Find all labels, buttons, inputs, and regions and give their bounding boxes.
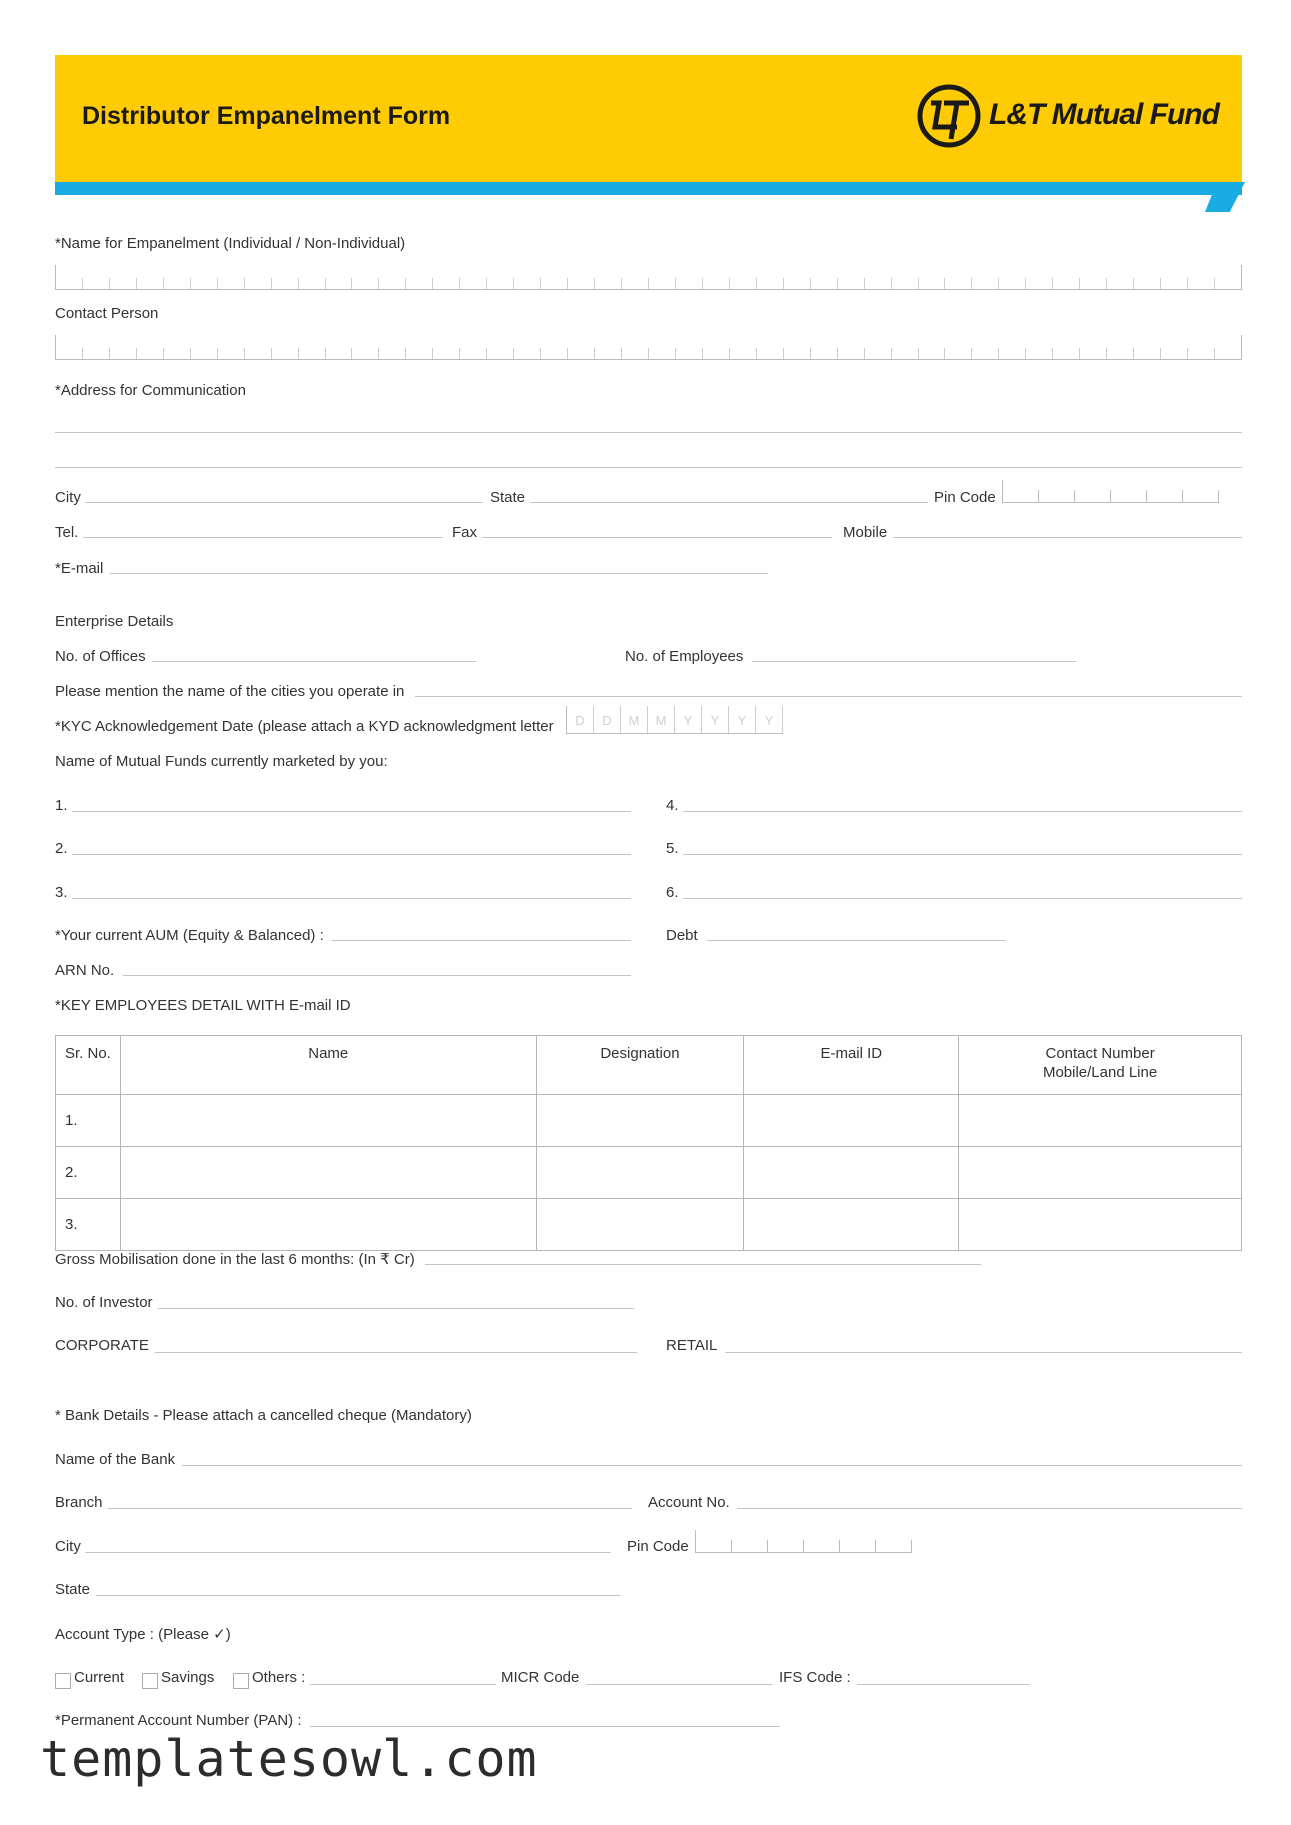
email-line[interactable] (110, 573, 768, 574)
bank-city-line[interactable] (85, 1552, 611, 1553)
fund-line-1[interactable] (72, 811, 631, 812)
savings-checkbox[interactable] (142, 1673, 158, 1689)
fund-line-4[interactable] (683, 811, 1242, 812)
date-box: D (567, 706, 594, 733)
table-header-name: Name (120, 1036, 536, 1095)
arn-line[interactable] (123, 975, 631, 976)
fund-number: 6. (666, 884, 679, 901)
debt-label: Debt (666, 927, 698, 944)
kyc-date-boxes[interactable] (566, 706, 783, 734)
state-line[interactable] (530, 502, 928, 503)
bank-name-label: Name of the Bank (55, 1451, 176, 1468)
state-label: State (490, 489, 526, 506)
name-empanelment-boxes[interactable] (55, 265, 1242, 290)
date-box: Y (702, 706, 729, 733)
name-cell[interactable] (120, 1199, 536, 1251)
micr-label: MICR Code (501, 1669, 580, 1686)
date-box: M (621, 706, 648, 733)
contact-cell[interactable] (959, 1199, 1242, 1251)
contact-number-header: Contact Number (1045, 1045, 1155, 1062)
offices-line[interactable] (152, 661, 476, 662)
branch-label: Branch (55, 1494, 103, 1511)
city-line[interactable] (85, 502, 483, 503)
lt-logo (917, 83, 1217, 153)
micr-line[interactable] (586, 1684, 772, 1685)
fund-number: 2. (55, 840, 68, 857)
employees-label: No. of Employees (625, 648, 744, 665)
table-row (56, 1147, 1242, 1199)
mobile-label: Mobile (843, 524, 888, 541)
address-line-1[interactable] (55, 432, 1242, 433)
gross-mobilisation-label: Gross Mobilisation done in the last 6 months: (In ₹ Cr) (55, 1251, 415, 1268)
email-cell[interactable] (744, 1095, 959, 1147)
header-blue-stripe (55, 182, 1242, 195)
ifs-label: IFS Code : (779, 1669, 851, 1686)
date-box: Y (756, 706, 783, 733)
designation-cell[interactable] (536, 1095, 744, 1147)
debt-line[interactable] (707, 940, 1006, 941)
bank-name-line[interactable] (182, 1465, 1242, 1466)
account-type-label: Account Type : (Please ✓) (55, 1626, 231, 1643)
fund-number: 4. (666, 797, 679, 814)
bank-pin-label: Pin Code (627, 1538, 689, 1555)
date-box: Y (729, 706, 756, 733)
tel-label: Tel. (55, 524, 79, 541)
others-label: Others : (252, 1669, 306, 1686)
mobile-landline-header: Mobile/Land Line (1042, 1064, 1158, 1081)
designation-cell[interactable] (536, 1199, 744, 1251)
name-cell[interactable] (120, 1147, 536, 1199)
bank-heading: * Bank Details - Please attach a cancelled cheque (Mandatory) (55, 1407, 472, 1424)
table-header-sr: Sr. No. (56, 1036, 121, 1095)
retail-label: RETAIL (666, 1337, 718, 1354)
date-box: D (594, 706, 621, 733)
bank-state-label: State (55, 1581, 91, 1598)
others-checkbox[interactable] (233, 1673, 249, 1689)
table-row (56, 1095, 1242, 1147)
fund-number: 5. (666, 840, 679, 857)
account-no-label: Account No. (648, 1494, 730, 1511)
table-header-designation: Designation (536, 1036, 744, 1095)
key-employees-table (55, 1035, 1242, 1251)
address-line-2[interactable] (55, 467, 1242, 468)
kyc-label: *KYC Acknowledgement Date (please attach a KYD acknowledgment letter (55, 718, 554, 735)
pin-code-boxes[interactable] (1002, 480, 1219, 503)
arn-label: ARN No. (55, 962, 115, 979)
table-header-email: E-mail ID (744, 1036, 959, 1095)
email-cell[interactable] (744, 1199, 959, 1251)
watermark: templatesowl.com (40, 1730, 538, 1788)
key-employees-heading: *KEY EMPLOYEES DETAIL WITH E-mail ID (55, 997, 351, 1014)
date-box: Y (675, 706, 702, 733)
mutual-funds-label: Name of Mutual Funds currently marketed by you: (55, 753, 388, 770)
name-cell[interactable] (120, 1095, 536, 1147)
table-row (56, 1199, 1242, 1251)
bank-state-line[interactable] (96, 1595, 620, 1596)
tel-line[interactable] (83, 537, 443, 538)
investor-line[interactable] (158, 1308, 634, 1309)
sr-cell: 3. (56, 1199, 121, 1251)
contact-cell[interactable] (959, 1095, 1242, 1147)
email-label: *E-mail (55, 560, 104, 577)
contact-person-label: Contact Person (55, 305, 159, 322)
savings-label: Savings (161, 1669, 215, 1686)
pan-label: *Permanent Account Number (PAN) : (55, 1712, 302, 1729)
fund-line-6[interactable] (683, 898, 1242, 899)
employees-line[interactable] (752, 661, 1076, 662)
name-empanelment-label: *Name for Empanelment (Individual / Non-Individual) (55, 235, 406, 252)
offices-label: No. of Offices (55, 648, 146, 665)
fund-line-5[interactable] (683, 854, 1242, 855)
current-checkbox[interactable] (55, 1673, 71, 1689)
pin-code-label: Pin Code (934, 489, 996, 506)
others-line[interactable] (310, 1684, 496, 1685)
designation-cell[interactable] (536, 1147, 744, 1199)
form-title: Distributor Empanelment Form (82, 102, 451, 130)
fund-number: 3. (55, 884, 68, 901)
logo-text: L&T Mutual Fund (989, 98, 1219, 131)
lt-logo-icon (917, 83, 981, 149)
fund-line-2[interactable] (72, 854, 631, 855)
sr-cell: 2. (56, 1147, 121, 1199)
bank-city-label: City (55, 1538, 81, 1555)
cities-label: Please mention the name of the cities you operate in (55, 683, 405, 700)
branch-line[interactable] (108, 1508, 632, 1509)
current-label: Current (74, 1669, 125, 1686)
contact-cell[interactable] (959, 1147, 1242, 1199)
pan-line[interactable] (310, 1726, 780, 1727)
corporate-line[interactable] (155, 1352, 637, 1353)
email-cell[interactable] (744, 1147, 959, 1199)
aum-label: *Your current AUM (Equity & Balanced) : (55, 927, 324, 944)
account-no-line[interactable] (737, 1508, 1242, 1509)
investor-label: No. of Investor (55, 1294, 153, 1311)
fax-line[interactable] (482, 537, 832, 538)
sr-cell: 1. (56, 1095, 121, 1147)
aum-line[interactable] (332, 940, 631, 941)
bank-pin-boxes[interactable] (695, 1530, 912, 1553)
table-header-contact (959, 1036, 1242, 1095)
gross-mobilisation-line[interactable] (425, 1264, 981, 1265)
address-label: *Address for Communication (55, 382, 246, 399)
mobile-line[interactable] (893, 537, 1242, 538)
date-box: M (648, 706, 675, 733)
retail-line[interactable] (725, 1352, 1242, 1353)
city-label: City (55, 489, 81, 506)
fund-number: 1. (55, 797, 68, 814)
contact-person-boxes[interactable] (55, 335, 1242, 360)
fund-line-3[interactable] (72, 898, 631, 899)
enterprise-heading: Enterprise Details (55, 613, 174, 630)
corporate-label: CORPORATE (55, 1337, 149, 1354)
cities-line[interactable] (415, 696, 1242, 697)
fax-label: Fax (452, 524, 478, 541)
ifs-line[interactable] (857, 1684, 1030, 1685)
